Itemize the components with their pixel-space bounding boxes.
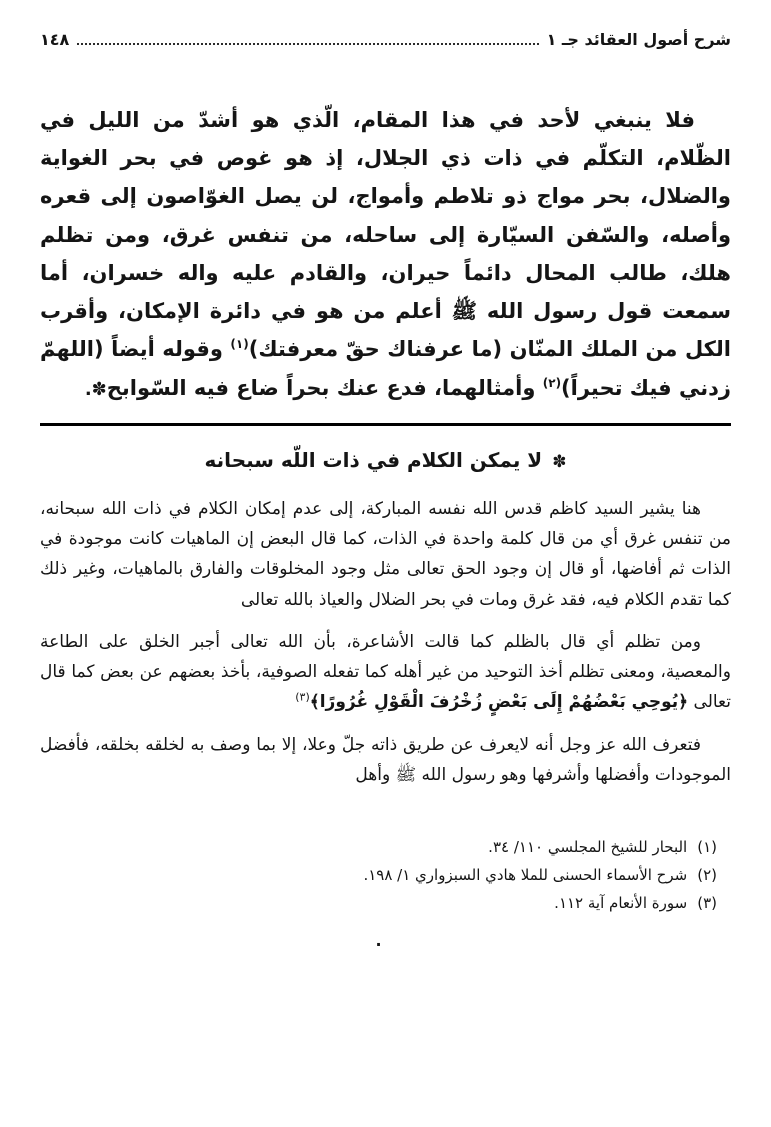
matn-text-1: فلا ينبغي لأحد في هذا المقام، الّذي هو أشدّ من الليل في الظّلام، التكلّم في ذات ذي الجلال، إذ هو غوص في بحر الغواية والضلال، بحر مواج ذو تلاطم وأمواج، لن يصل الغوّاصون إلى قعره وأصله، والسّفن السيّارة إلى ساحله، من تنفس غرق، ومن تظلم هلك، طالب المحال دائماً حيران، والقادم عليه واله خسران، أما سمعت قول رسول الله ﷺ أعلم من هو في دائرة الإمكان، وأقرب الكل من الملك المنّان (ما عرفناك حقّ معرفتك) <box>40 108 731 362</box>
footnote-ref-3: (٣) <box>295 690 310 704</box>
dotted-leader <box>77 42 538 45</box>
end-of-matn-rosette: ✽. <box>84 378 107 400</box>
footnote-2-marker: (٢) <box>697 865 717 884</box>
matn-paragraph <box>40 101 731 407</box>
commentary-paragraph-2 <box>40 627 731 718</box>
stray-dot-mark: . <box>375 931 382 951</box>
book-title: شرح أصول العقائد جـ ١ <box>546 30 731 49</box>
page-header <box>40 26 731 59</box>
page-body <box>40 101 731 790</box>
footnote-2 <box>40 862 717 890</box>
footnotes-section <box>40 834 731 950</box>
footnote-ref-1: (١) <box>230 337 249 352</box>
footnote-3 <box>40 890 717 918</box>
matn-text-2: وقوله أيضاً (اللهمّ زدني فيك تحيراً) <box>40 337 731 400</box>
footnote-1 <box>40 834 717 862</box>
commentary-paragraph-1: هنا يشير السيد كاظم قدس الله نفسه المباركة، إلى عدم إمكان الكلام في ذات الله سبحانه، من تنفس غرق أي من قال كلمة واحدة في الذات، كما قال البعض إن الماهيات كانت موجودة في الذات ثم أفاضها، أو قال إن وجود الحق تعالى مثل وجود المخلوقات والفارق بالماهيات، وغير ذلك كما تقدم الكلام فيه، فقد غرق ومات في بحر الضلال والعياذ بالله تعالى <box>40 498 731 610</box>
footnote-3-text: سورة الأنعام آية ١١٢. <box>554 893 688 912</box>
footnote-ref-2: (٢) <box>542 375 562 390</box>
section-divider <box>40 423 731 426</box>
page-number: ١٤٨ <box>40 30 70 49</box>
footnote-2-text: شرح الأسماء الحسنى للملا هادي السبزواري ١/ ١٩٨. <box>363 865 688 884</box>
commentary-text-2: ومن تظلم أي قال بالظلم كما قالت الأشاعرة، بأن الله تعالى أجبر الخلق على الطاعة والمعصية، ومعنى تظلم أخذ التوحيد من غير أهله كما تفعله الصوفية، بأخذ بعضهم عن بعض كما قال تعالى <box>40 631 731 713</box>
matn-text-3: وأمثالهما، فدع عنك بحراً ضاع فيه السّوابح <box>106 375 543 400</box>
rosette-icon: ✽ <box>552 451 567 472</box>
quran-verse: ﴿يُوحِي بَعْضُهُمْ إِلَى بَعْضٍ زُخْرُفَ الْقَوْلِ غُرُورًا﴾ <box>309 692 689 713</box>
footnote-1-marker: (١) <box>697 838 717 856</box>
commentary-paragraph-3: فتعرف الله عز وجل أنه لايعرف عن طريق ذاته جلّ وعلا، إلا بما وصف به لخلقه بخلقه، فأفضل الموجودات وأفضلها وأشرفها وهو رسول الله ﷺ وأهل <box>40 734 731 785</box>
section-heading-text: لا يمكن الكلام في ذات اللّه سبحانه <box>204 447 543 472</box>
footnote-3-marker: (٣) <box>697 893 717 912</box>
section-heading <box>40 448 731 472</box>
footnote-1-text: البحار للشيخ المجلسي ١١٠/ ٣٤. <box>488 838 688 856</box>
